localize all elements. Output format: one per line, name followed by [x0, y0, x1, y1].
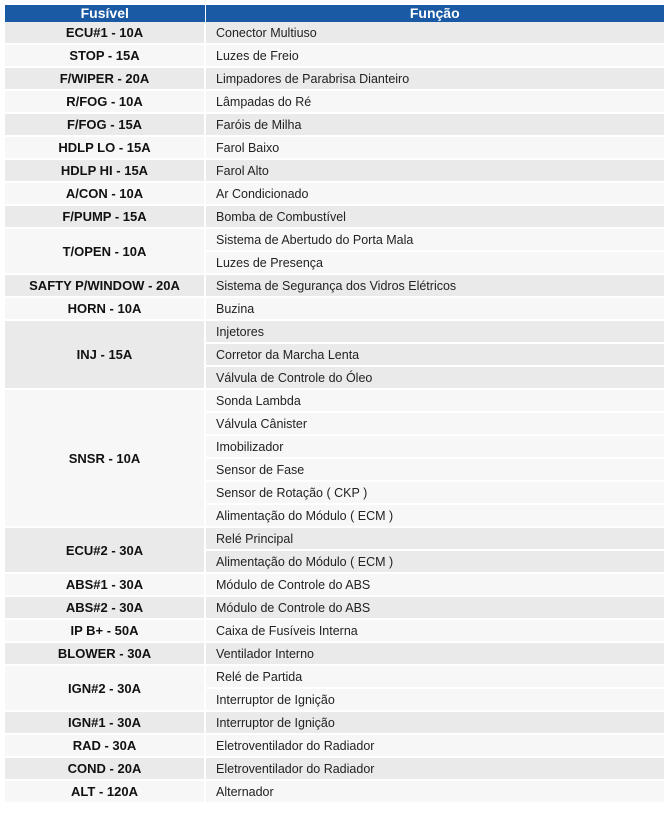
table-row — [5, 573, 664, 596]
function-cell: Módulo de Controle do ABS — [205, 573, 664, 596]
function-cell: Corretor da Marcha Lenta — [205, 343, 664, 366]
fuse-group — [5, 274, 664, 297]
fuse-name-cell: COND - 20A — [5, 757, 205, 780]
function-cell: Injetores — [205, 320, 664, 343]
table-row — [5, 389, 664, 412]
fuse-name-cell: F/FOG - 15A — [5, 113, 205, 136]
function-cell: Sensor de Fase — [205, 458, 664, 481]
fuse-group — [5, 665, 664, 711]
fuse-name-cell: IGN#2 - 30A — [5, 665, 205, 711]
table-row — [5, 734, 664, 757]
table-row — [5, 780, 664, 803]
fuse-name-cell: F/PUMP - 15A — [5, 205, 205, 228]
fuse-name-cell: IP B+ - 50A — [5, 619, 205, 642]
table-row — [5, 665, 664, 688]
function-cell: Alimentação do Módulo ( ECM ) — [205, 550, 664, 573]
fuse-name-cell: F/WIPER - 20A — [5, 67, 205, 90]
function-cell: Luzes de Presença — [205, 251, 664, 274]
fuse-group — [5, 642, 664, 665]
fuse-name-cell: SAFTY P/WINDOW - 20A — [5, 274, 205, 297]
table-row — [5, 205, 664, 228]
fuse-name-cell: ABS#1 - 30A — [5, 573, 205, 596]
table-row — [5, 44, 664, 67]
function-cell: Alimentação do Módulo ( ECM ) — [205, 504, 664, 527]
function-cell: Módulo de Controle do ABS — [205, 596, 664, 619]
function-cell: Sonda Lambda — [205, 389, 664, 412]
function-cell: Lâmpadas do Ré — [205, 90, 664, 113]
fuse-group — [5, 297, 664, 320]
function-cell: Luzes de Freio — [205, 44, 664, 67]
function-cell: Limpadores de Parabrisa Dianteiro — [205, 67, 664, 90]
function-cell: Farol Alto — [205, 159, 664, 182]
function-cell: Imobilizador — [205, 435, 664, 458]
function-cell: Ar Condicionado — [205, 182, 664, 205]
header-fuse: Fusível — [5, 5, 205, 22]
fuse-group — [5, 596, 664, 619]
function-cell: Sistema de Segurança dos Vidros Elétricos — [205, 274, 664, 297]
fuse-name-cell: HDLP HI - 15A — [5, 159, 205, 182]
table-header — [5, 5, 664, 22]
fuse-name-cell: T/OPEN - 10A — [5, 228, 205, 274]
fuse-group — [5, 136, 664, 159]
table-row — [5, 297, 664, 320]
function-cell: Eletroventilador do Radiador — [205, 757, 664, 780]
function-cell: Ventilador Interno — [205, 642, 664, 665]
function-cell: Buzina — [205, 297, 664, 320]
fuse-group — [5, 711, 664, 734]
fuse-name-cell: STOP - 15A — [5, 44, 205, 67]
function-cell: Válvula de Controle do Óleo — [205, 366, 664, 389]
table-row — [5, 619, 664, 642]
fuse-group — [5, 159, 664, 182]
function-cell: Eletroventilador do Radiador — [205, 734, 664, 757]
header-row — [5, 5, 664, 22]
fuse-group — [5, 22, 664, 44]
table-row — [5, 136, 664, 159]
fuse-group — [5, 734, 664, 757]
fuse-name-cell: BLOWER - 30A — [5, 642, 205, 665]
table-row — [5, 113, 664, 136]
function-cell: Farol Baixo — [205, 136, 664, 159]
table-row — [5, 527, 664, 550]
fuse-name-cell: RAD - 30A — [5, 734, 205, 757]
fuse-group — [5, 780, 664, 803]
fuse-name-cell: INJ - 15A — [5, 320, 205, 389]
table-row — [5, 67, 664, 90]
function-cell: Alternador — [205, 780, 664, 803]
function-cell: Sistema de Abertudo do Porta Mala — [205, 228, 664, 251]
function-cell: Sensor de Rotação ( CKP ) — [205, 481, 664, 504]
header-function: Função — [205, 5, 664, 22]
fuse-name-cell: ALT - 120A — [5, 780, 205, 803]
fuse-group — [5, 182, 664, 205]
function-cell: Válvula Cânister — [205, 412, 664, 435]
fuse-group — [5, 90, 664, 113]
table-row — [5, 90, 664, 113]
table-row — [5, 757, 664, 780]
fuse-name-cell: R/FOG - 10A — [5, 90, 205, 113]
fuse-group — [5, 573, 664, 596]
fuse-group — [5, 619, 664, 642]
fuse-name-cell: ABS#2 - 30A — [5, 596, 205, 619]
fuse-group — [5, 757, 664, 780]
table-row — [5, 320, 664, 343]
fuse-name-cell: HORN - 10A — [5, 297, 205, 320]
table-row — [5, 182, 664, 205]
fuse-group — [5, 205, 664, 228]
function-cell: Faróis de Milha — [205, 113, 664, 136]
function-cell: Caixa de Fusíveis Interna — [205, 619, 664, 642]
fuse-group — [5, 228, 664, 274]
fuse-name-cell: A/CON - 10A — [5, 182, 205, 205]
fuse-group — [5, 67, 664, 90]
fuse-name-cell: IGN#1 - 30A — [5, 711, 205, 734]
table-row — [5, 596, 664, 619]
function-cell: Relé de Partida — [205, 665, 664, 688]
table-row — [5, 159, 664, 182]
table-row — [5, 228, 664, 251]
table-row — [5, 274, 664, 297]
function-cell: Conector Multiuso — [205, 22, 664, 44]
fuse-group — [5, 320, 664, 389]
fuse-name-cell: ECU#2 - 30A — [5, 527, 205, 573]
table-row — [5, 642, 664, 665]
fuse-name-cell: ECU#1 - 10A — [5, 22, 205, 44]
fuse-name-cell: SNSR - 10A — [5, 389, 205, 527]
fuse-table — [5, 5, 664, 804]
fuse-group — [5, 389, 664, 527]
fuse-group — [5, 113, 664, 136]
fuse-name-cell: HDLP LO - 15A — [5, 136, 205, 159]
fuse-group — [5, 527, 664, 573]
function-cell: Relé Principal — [205, 527, 664, 550]
function-cell: Interruptor de Ignição — [205, 711, 664, 734]
fuse-group — [5, 44, 664, 67]
table-row — [5, 711, 664, 734]
function-cell: Bomba de Combustível — [205, 205, 664, 228]
function-cell: Interruptor de Ignição — [205, 688, 664, 711]
table-row — [5, 22, 664, 44]
